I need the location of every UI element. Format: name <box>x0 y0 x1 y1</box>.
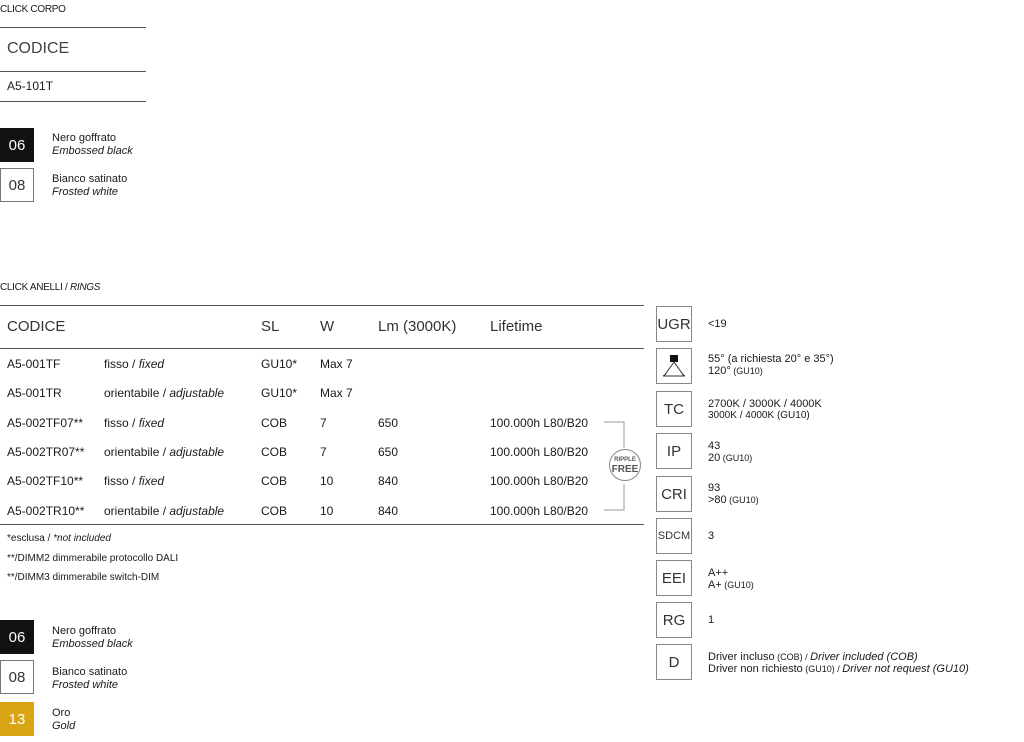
eei-value-gu10: A+ <box>708 579 722 591</box>
finish-label <box>52 173 127 199</box>
note-excluded-it: *esclusa / <box>7 533 54 544</box>
driver-box: D <box>656 644 692 680</box>
driver-not-required-it: Driver non richiesto <box>708 663 803 675</box>
row-sl: GU10* <box>261 386 298 400</box>
divider <box>0 71 146 72</box>
row-code: A5-002TR10** <box>7 504 85 518</box>
finish-label <box>52 666 127 692</box>
col-header-lifetime: Lifetime <box>490 318 543 335</box>
tc-line1: 2700K / 3000K / 4000K <box>708 398 822 410</box>
anelli-title <box>0 282 100 293</box>
row-w: 7 <box>320 445 327 459</box>
divider <box>0 101 146 102</box>
ip-line1: 43 <box>708 440 721 452</box>
row-type-en: adjustable <box>169 445 225 459</box>
row-code: A5-001TR <box>7 386 62 400</box>
row-sl: GU10* <box>261 357 298 371</box>
finish-name-en: Frosted white <box>52 186 119 198</box>
driver-included-it: Driver incluso <box>708 651 775 663</box>
note-dimm2: **/DIMM2 dimmerabile protocollo DALI <box>7 553 179 564</box>
eei-note: (GU10) <box>721 580 754 590</box>
row-lm: 650 <box>378 445 399 459</box>
row-lm: 840 <box>378 474 399 488</box>
finish-name-it: Oro <box>52 707 71 719</box>
beam-angle-icon <box>660 352 688 380</box>
finish-name-en: Gold <box>52 720 76 732</box>
eei-spec <box>708 567 754 591</box>
note-dimm3: **/DIMM3 dimmerabile switch-DIM <box>7 572 160 583</box>
col-header-sl: SL <box>261 318 280 335</box>
ugr-box: UGR <box>656 306 692 342</box>
driver-spec <box>708 651 969 675</box>
divider <box>0 27 146 28</box>
finish-label <box>52 132 133 158</box>
row-type-it: fisso / <box>104 416 139 430</box>
beam-angle-box <box>656 348 692 384</box>
finish-name-it: Bianco satinato <box>52 666 128 678</box>
beam-angle-line2 <box>708 365 834 377</box>
row-w: Max 7 <box>320 357 353 371</box>
row-type <box>104 416 164 430</box>
row-type <box>104 386 224 400</box>
row-type <box>104 357 164 371</box>
finish-name-it: Nero goffrato <box>52 132 117 144</box>
driver-included-en: Driver included (COB) <box>810 651 918 663</box>
cri-spec <box>708 482 759 506</box>
finish-label <box>52 707 75 733</box>
cri-line1: 93 <box>708 482 721 494</box>
divider <box>0 348 644 349</box>
finish-swatch-gold: 13 <box>0 702 34 736</box>
note-excluded <box>7 533 111 544</box>
row-type-en: fixed <box>138 357 165 371</box>
row-type-it: orientabile / <box>104 504 170 518</box>
finish-swatch-black: 06 <box>0 128 34 162</box>
cri-line2 <box>708 494 759 506</box>
finish-swatch-white: 08 <box>0 168 34 202</box>
note-excluded-en: *not included <box>53 533 111 544</box>
row-type-en: fixed <box>138 474 165 488</box>
tc-box: TC <box>656 391 692 427</box>
row-sl: COB <box>261 474 288 488</box>
ugr-value: <19 <box>708 318 727 330</box>
row-w: Max 7 <box>320 386 353 400</box>
row-lifetime: 100.000h L80/B20 <box>490 445 589 459</box>
sdcm-box: SDCM <box>656 518 692 554</box>
row-lifetime: 100.000h L80/B20 <box>490 416 589 430</box>
finish-swatch-white: 08 <box>0 660 34 694</box>
finish-name-it: Nero goffrato <box>52 625 117 637</box>
row-type <box>104 445 224 459</box>
corpo-code: A5-101T <box>7 79 54 93</box>
cri-value-gu10: >80 <box>708 494 727 506</box>
row-type <box>104 474 164 488</box>
row-w: 10 <box>320 504 334 518</box>
divider <box>0 524 644 525</box>
row-type-en: adjustable <box>169 504 225 518</box>
row-lifetime: 100.000h L80/B20 <box>490 474 589 488</box>
rg-value: 1 <box>708 614 715 626</box>
sdcm-value: 3 <box>708 530 715 542</box>
tc-spec <box>708 398 822 422</box>
ip-spec <box>708 440 752 464</box>
driver-included-cob: (COB) / <box>774 652 811 662</box>
row-code: A5-002TF07** <box>7 416 84 430</box>
ripple-free-badge <box>609 449 641 481</box>
row-code: A5-001TF <box>7 357 61 371</box>
row-type-en: fixed <box>138 416 165 430</box>
row-type-en: adjustable <box>169 386 225 400</box>
tc-line2: 3000K / 4000K (GU10) <box>708 410 810 421</box>
driver-not-required-en: Driver not request (GU10) <box>842 663 969 675</box>
free-text: FREE <box>611 464 639 475</box>
cri-box: CRI <box>656 476 692 512</box>
beam-angle-line1: 55° (a richiesta 20° e 35°) <box>708 353 834 365</box>
row-type-it: fisso / <box>104 474 139 488</box>
row-w: 10 <box>320 474 334 488</box>
eei-line2 <box>708 579 754 591</box>
col-header-codice: CODICE <box>7 318 66 335</box>
beam-angle-value: 120° <box>708 365 731 377</box>
row-sl: COB <box>261 504 288 518</box>
corpo-title: CLICK CORPO <box>0 4 66 15</box>
col-header-w: W <box>320 318 335 335</box>
row-type-it: fisso / <box>104 357 139 371</box>
driver-not-required-gu10: (GU10) / <box>802 664 843 674</box>
corpo-codice-header: CODICE <box>7 40 70 57</box>
finish-name-en: Embossed black <box>52 145 133 157</box>
anelli-title-it: CLICK ANELLI / <box>0 282 70 293</box>
finish-swatch-black: 06 <box>0 620 34 654</box>
finish-name-en: Embossed black <box>52 638 133 650</box>
row-code: A5-002TR07** <box>7 445 85 459</box>
finish-label <box>52 625 133 651</box>
ip-line2 <box>708 452 752 464</box>
col-header-lm: Lm (3000K) <box>378 318 457 335</box>
cri-note: (GU10) <box>726 495 759 505</box>
ip-note: (GU10) <box>720 453 753 463</box>
ripple-text: RIPPLE <box>614 457 636 463</box>
finish-name-en: Frosted white <box>52 679 119 691</box>
row-lifetime: 100.000h L80/B20 <box>490 504 589 518</box>
rg-box: RG <box>656 602 692 638</box>
driver-line2 <box>708 663 969 675</box>
eei-line1: A++ <box>708 567 729 579</box>
beam-angle-spec <box>708 353 834 377</box>
row-w: 7 <box>320 416 327 430</box>
row-type <box>104 504 224 518</box>
finish-name-it: Bianco satinato <box>52 173 128 185</box>
anelli-title-en: RINGS <box>69 282 101 293</box>
ip-box: IP <box>656 433 692 469</box>
row-type-it: orientabile / <box>104 386 170 400</box>
row-sl: COB <box>261 445 288 459</box>
row-type-it: orientabile / <box>104 445 170 459</box>
row-sl: COB <box>261 416 288 430</box>
row-lm: 840 <box>378 504 399 518</box>
ip-value-gu10: 20 <box>708 452 721 464</box>
divider <box>0 305 644 306</box>
beam-angle-note: (GU10) <box>730 366 763 376</box>
row-lm: 650 <box>378 416 399 430</box>
row-code: A5-002TF10** <box>7 474 84 488</box>
eei-box: EEI <box>656 560 692 596</box>
driver-line1 <box>708 651 969 663</box>
